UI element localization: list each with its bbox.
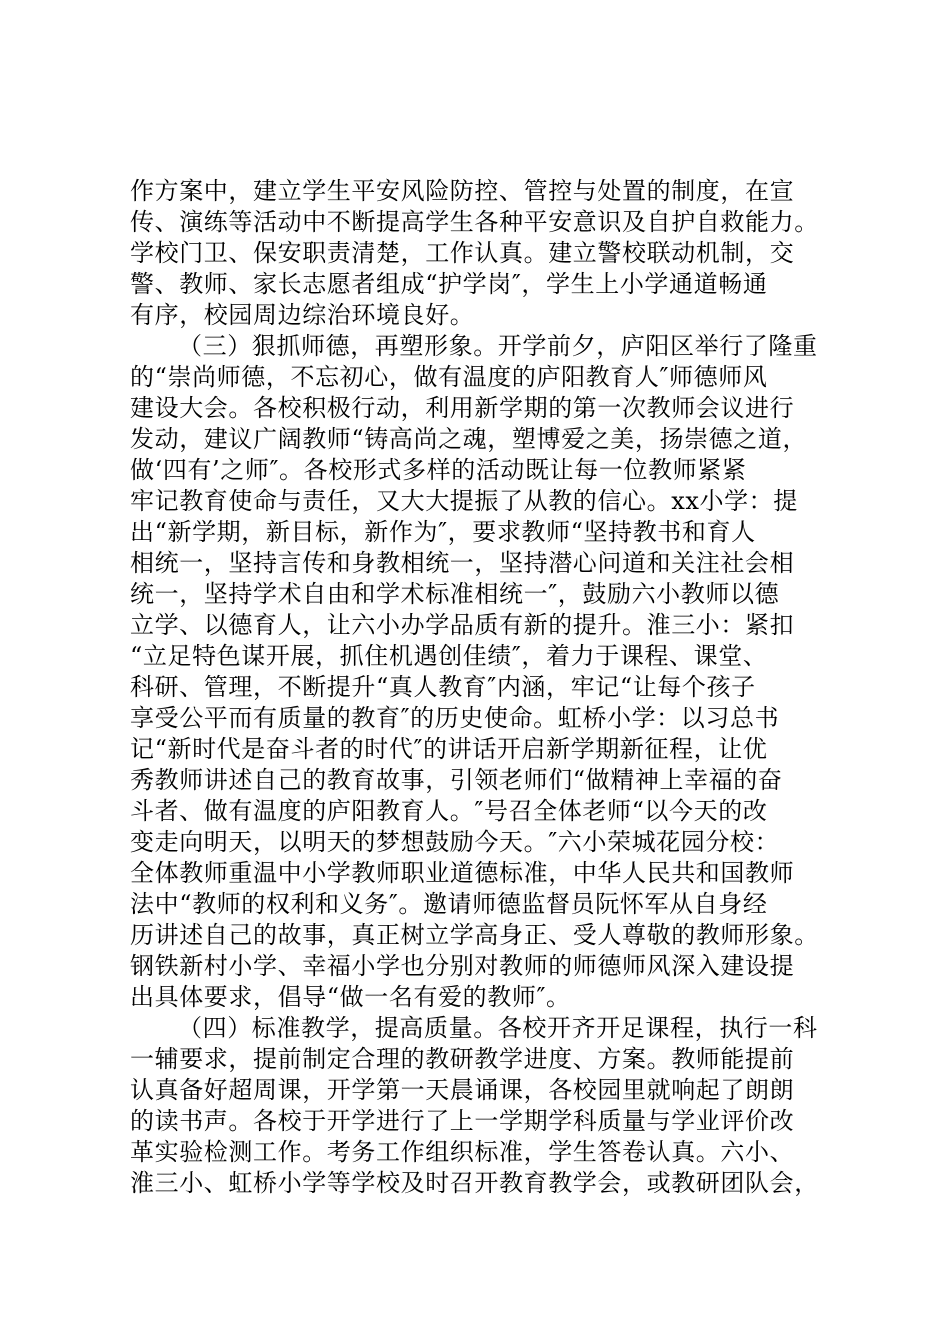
text-line: 全体教师重温中小学教师职业道德标准，中华人民共和国教师 (130, 859, 795, 887)
text-line: 建设大会。各校积极行动，利用新学期的第一次教师会议进行 (130, 394, 795, 422)
text-line: 出具体要求，倡导“做一名有爱的教师″。 (130, 983, 571, 1011)
text-line: 淮三小、虹桥小学等学校及时召开教育教学会，或教研团队会， (130, 1169, 819, 1197)
text-line: 历讲述自己的故事，真正树立学高身正、受人尊敬的教师形象。 (130, 921, 819, 949)
text-line: 一辅要求，提前制定合理的教研教学进度、方案。教师能提前 (130, 1045, 795, 1073)
text-line: 立学、以德育人，让六小办学品质有新的提升。淮三小：紧扣 (130, 611, 795, 639)
text-line: 相统一，坚持言传和身教相统一，坚持潜心问道和关注社会相 (130, 549, 795, 577)
text-line: 革实验检测工作。考务工作组织标准，学生答卷认真。六小、 (130, 1138, 795, 1166)
text-line: 斗者、做有温度的庐阳教育人。″号召全体老师“以今天的改 (130, 797, 768, 825)
paragraph-first-line: （三）狠抓师德，再塑形象。开学前夕，庐阳区举行了隆重 (178, 332, 818, 360)
text-line: 牢记教育使命与责任，又大大提振了从教的信心。xx小学：提 (130, 487, 798, 515)
text-line: 出“新学期，新目标，新作为″，要求教师“坚持教书和育人 (130, 518, 756, 546)
text-line: 警、教师、家长志愿者组成“护学岗″，学生上小学通道畅通 (130, 270, 768, 298)
text-line: 传、演练等活动中不断提高学生各种平安意识及自护自救能力。 (130, 208, 819, 236)
text-line: 发动，建议广阔教师“铸高尚之魂，塑博爱之美，扬崇德之道， (130, 425, 808, 453)
text-line: 钢铁新村小学、幸福小学也分别对教师的师德师风深入建设提 (130, 952, 795, 980)
text-line: 科研、管理，不断提升“真人教育″内涵，牢记“让每个孩子 (130, 673, 756, 701)
text-line: 学校门卫、保安职责清楚，工作认真。建立警校联动机制，交 (130, 239, 795, 267)
text-line: 变走向明天，以明天的梦想鼓励今天。″六小荣城花园分校： (130, 828, 780, 856)
text-line: 有序，校园周边综治环境良好。 (130, 301, 475, 329)
paragraph-first-line: （四）标准教学，提高质量。各校开齐开足课程，执行一科 (178, 1014, 818, 1042)
text-line: 做‘四有’之师″。各校形式多样的活动既让每一位教师紧紧 (130, 456, 747, 484)
text-line: “立足特色谋开展，抓住机遇创佳绩″，着力于课程、课堂、 (130, 642, 768, 670)
text-line: 作方案中，建立学生平安风险防控、管控与处置的制度，在宣 (130, 177, 795, 205)
text-line: 法中“教师的权利和义务″。邀请师德监督员阮怀军从自身经 (130, 890, 768, 918)
text-line: 享受公平而有质量的教育″的历史使命。虹桥小学：以习总书 (130, 704, 780, 732)
text-line: 秀教师讲述自己的教育故事，引领老师们“做精神上幸福的奋 (130, 766, 783, 794)
text-line: 认真备好超周课，开学第一天晨诵课，各校园里就响起了朗朗 (130, 1076, 795, 1104)
text-line: 的“崇尚师德，不忘初心，做有温度的庐阳教育人″师德师风 (130, 363, 768, 391)
text-line: 统一，坚持学术自由和学术标准相统一″，鼓励六小教师以德 (130, 580, 780, 608)
text-line: 记“新时代是奋斗者的时代″的讲话开启新学期新征程，让优 (130, 735, 768, 763)
text-line: 的读书声。各校于开学进行了上一学期学科质量与学业评价改 (130, 1107, 795, 1135)
document-body (130, 176, 840, 1199)
